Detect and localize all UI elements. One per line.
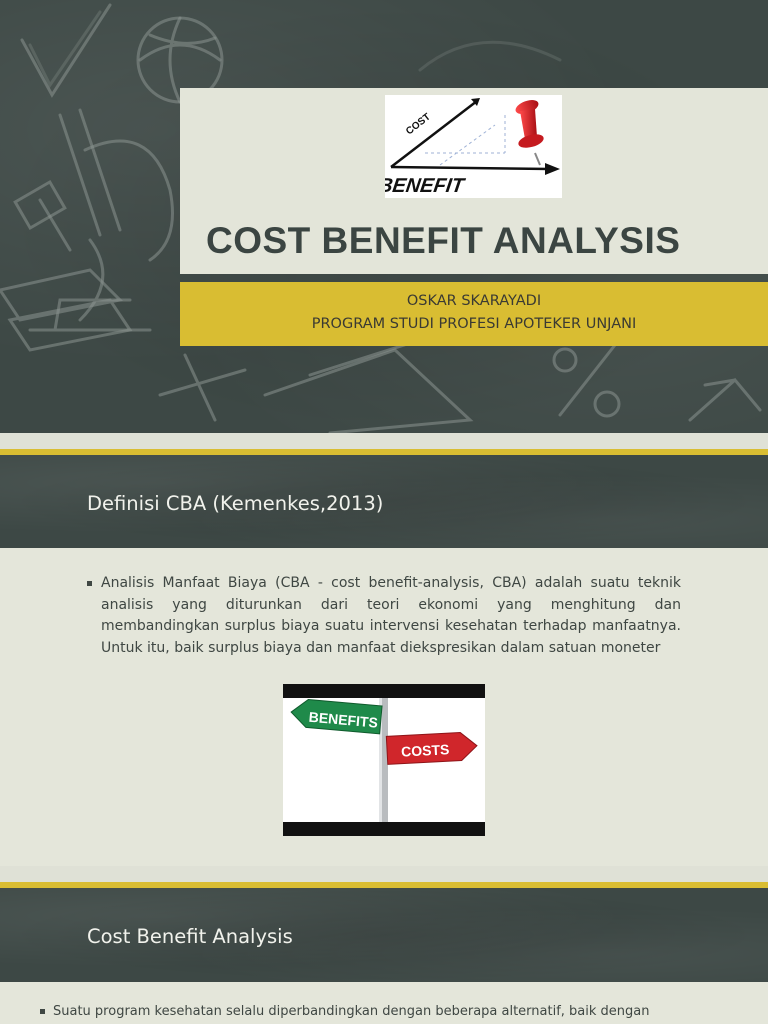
svg-text:BENEFITS: BENEFITS — [308, 708, 379, 731]
benefits-costs-signpost-icon — [283, 698, 485, 822]
author-name: OSKAR SKARAYADI — [406, 293, 542, 309]
cba-slide — [0, 882, 768, 1024]
slide-gap — [0, 433, 768, 449]
title-card — [180, 88, 768, 274]
bullet-item: Suatu program kesehatan selalu diperbandingkan dengan beberapa alternatif, baik dengan — [40, 1002, 725, 1021]
presentation-title: COST BENEFIT ANALYSIS — [206, 220, 681, 261]
slide-heading: Definisi CBA (Kemenkes,2013) — [87, 492, 384, 515]
slide-header — [0, 882, 768, 982]
slide-header — [0, 449, 768, 548]
slide-heading: Cost Benefit Analysis — [87, 925, 293, 948]
svg-text:COSTS: COSTS — [400, 741, 450, 760]
definition-slide — [0, 449, 768, 866]
cost-benefit-graph-icon — [385, 95, 562, 198]
program-name: PROGRAM STUDI PROFESI APOTEKER UNJANI — [311, 316, 637, 332]
microscope-doodle — [60, 110, 120, 235]
plus-doodle — [160, 355, 245, 420]
pushpin-icon — [514, 97, 545, 165]
svg-text:COST: COST — [404, 111, 433, 138]
bullet-item: Analisis Manfaat Biaya (CBA - cost benefit-analysis, CBA) adalah suatu teknik analisis yang diturunkan dari teori ekonomi yang menghitung dan membandingkan surplus biaya suatu intervensi kesehatan terhadap manfaatnya. Untuk itu, baik surplus biaya dan manfaat diekspresikan dalam satuan moneter — [87, 573, 681, 659]
signpost-image — [283, 684, 485, 836]
bullet-list — [40, 1002, 725, 1021]
bullet-list — [87, 573, 681, 659]
open-book-doodle — [265, 350, 470, 433]
books-doodle — [0, 270, 130, 350]
cost-benefit-logo — [385, 95, 562, 198]
percent-doodle — [560, 345, 615, 415]
svg-text:BENEFIT: BENEFIT — [385, 175, 466, 197]
subtitle-band — [180, 282, 768, 346]
title-slide — [0, 0, 768, 433]
slide-gap — [0, 866, 768, 882]
